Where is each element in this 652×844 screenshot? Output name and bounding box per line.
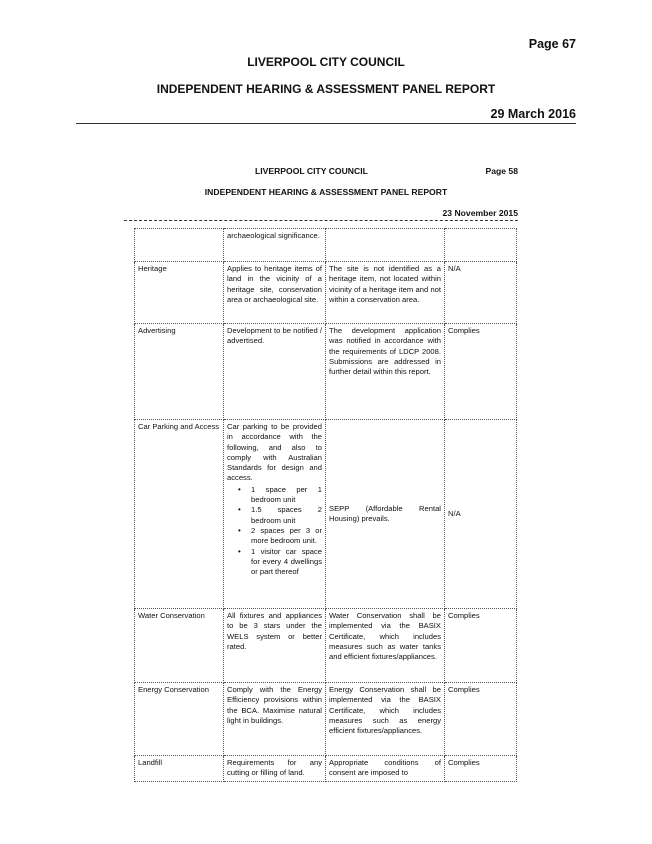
inner-report-date: 23 November 2015 [442, 208, 518, 218]
table-row [135, 756, 517, 782]
table-row [135, 229, 517, 262]
list-item: • 2 spaces per 3 or more bedroom unit. [251, 526, 322, 547]
list-item: • 1 visitor car space for every 4 dwellings or part thereof [251, 547, 322, 578]
compliance-cell: Complies [445, 683, 517, 756]
compliance-cell: Complies [445, 324, 517, 420]
table-row [135, 262, 517, 324]
control-cell: Water Conservation [135, 609, 224, 683]
requirement-text: Car parking to be provided in accordance with the following, and also to comply with Australian Standards for design and access. [227, 422, 322, 483]
outer-report-date: 29 March 2016 [490, 107, 576, 121]
inner-report-title: INDEPENDENT HEARING & ASSESSMENT PANEL REPORT [204, 187, 448, 197]
control-cell: Car Parking and Access [135, 420, 224, 609]
table-row [135, 420, 517, 609]
outer-report-title: INDEPENDENT HEARING & ASSESSMENT PANEL REPORT [156, 82, 496, 96]
requirement-cell: archaeological significance. [224, 229, 326, 262]
proposal-cell [326, 229, 445, 262]
control-cell: Heritage [135, 262, 224, 324]
inner-header-rule [124, 220, 518, 221]
control-cell: Landfill [135, 756, 224, 782]
proposal-cell: Water Conservation shall be implemented via the BASIX Certificate, which includes measures such as water tanks and efficient fixtures/appliances. [326, 609, 445, 683]
proposal-cell: Appropriate conditions of consent are imposed to [326, 756, 445, 782]
table-row [135, 683, 517, 756]
proposal-cell: Energy Conservation shall be implemented via the BASIX Certificate, which includes measures such as energy efficient fixtures/appliances. [326, 683, 445, 756]
list-item: • 1.5 spaces 2 bedroom unit [251, 505, 322, 526]
parking-rates-list [227, 485, 322, 578]
outer-header-rule [76, 123, 576, 124]
control-cell: Advertising [135, 324, 224, 420]
requirement-cell: Comply with the Energy Efficiency provisions within the BCA. Maximise natural light in buildings. [224, 683, 326, 756]
proposal-cell: The development application was notified in accordance with the requirements of LDCP 2008. Submissions are addressed in further detail within this report. [326, 324, 445, 420]
requirement-cell: Development to be notified / advertised. [224, 324, 326, 420]
compliance-cell: Complies [445, 609, 517, 683]
proposal-cell: SEPP (Affordable Rental Housing) prevails. [326, 420, 445, 609]
compliance-cell: N/A [445, 262, 517, 324]
inner-council-name: LIVERPOOL CITY COUNCIL [255, 166, 368, 176]
requirement-cell: Requirements for any cutting or filling of land. [224, 756, 326, 782]
compliance-table [134, 228, 517, 782]
outer-page-number: Page 67 [528, 37, 576, 51]
proposal-cell: The site is not identified as a heritage item, not located within vicinity of a heritage item and not within a conservation area. [326, 262, 445, 324]
list-item: • 1 space per 1 bedroom unit [251, 485, 322, 506]
requirement-cell [224, 420, 326, 609]
compliance-cell: Complies [445, 756, 517, 782]
table-row [135, 324, 517, 420]
inner-page-number: Page 58 [485, 166, 518, 176]
compliance-cell [445, 229, 517, 262]
control-cell [135, 229, 224, 262]
compliance-cell: N/A [445, 420, 517, 609]
control-cell: Energy Conservation [135, 683, 224, 756]
requirement-cell: All fixtures and appliances to be 3 stars under the WELS system or better rated. [224, 609, 326, 683]
outer-council-name: LIVERPOOL CITY COUNCIL [247, 55, 405, 69]
requirement-cell: Applies to heritage items of land in the vicinity of a heritage site, conservation area or archaeological site. [224, 262, 326, 324]
table-row [135, 609, 517, 683]
